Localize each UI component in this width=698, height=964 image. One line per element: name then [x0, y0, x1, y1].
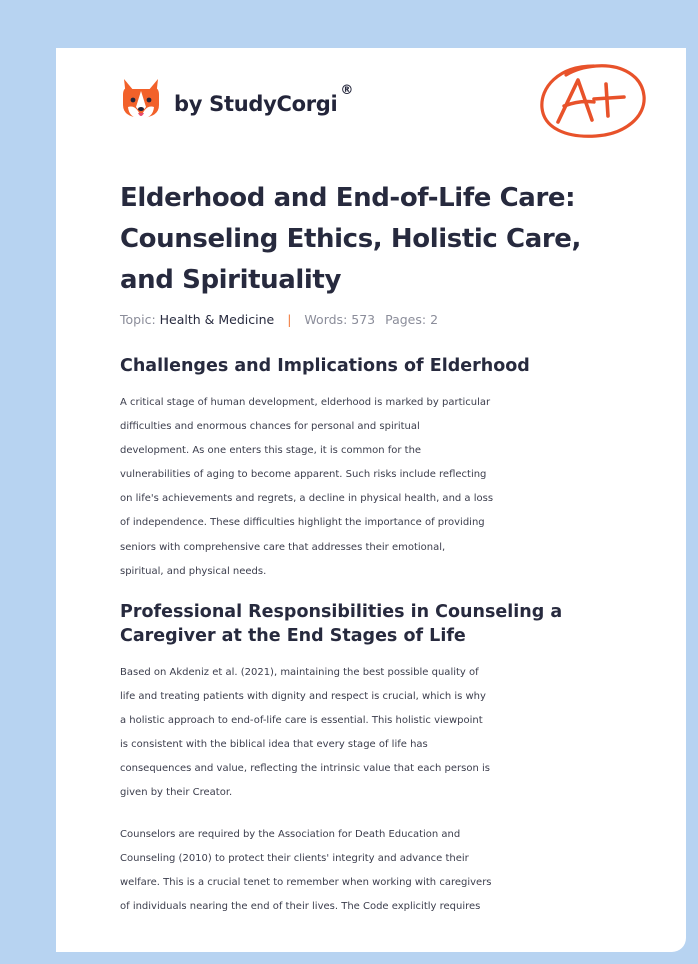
text-line: spiritual, and physical needs.	[120, 565, 267, 577]
grade-badge-text	[648, 60, 649, 61]
corgi-logo-icon	[120, 77, 162, 123]
section-heading	[120, 600, 590, 648]
text-line: given by their Creator.	[120, 787, 233, 799]
topic-label: Topic:	[120, 312, 156, 327]
text-line: seniors with comprehensive care that addresses their emotional,	[120, 541, 446, 553]
text-line: of independence. These difficulties highlight the importance of providing	[120, 517, 485, 529]
document-title	[120, 178, 640, 301]
text-line: welfare. This is a crucial tenet to remember when working with caregivers	[120, 877, 492, 889]
heading-line: Caregiver at the End Stages of Life	[120, 626, 466, 646]
text-line: is consistent with the biblical idea that every stage of life has	[120, 739, 428, 751]
text-line: Counselors are required by the Association for Death Education and	[120, 829, 461, 840]
topic-link[interactable]: Health & Medicine	[159, 312, 275, 327]
document-meta	[120, 312, 438, 327]
meta-separator: |	[287, 312, 292, 327]
text-line: difficulties and enormous chances for personal and spiritual	[120, 421, 420, 433]
text-line: A critical stage of human development, elderhood is marked by particular	[120, 397, 491, 408]
text-line: Based on Akdeniz et al. (2021), maintaining the best possible quality of	[120, 667, 479, 678]
text-line: Counseling (2010) to protect their clients' integrity and advance their	[120, 853, 469, 865]
title-line: and Spirituality	[120, 265, 341, 295]
words-label: Words:	[304, 312, 348, 327]
paragraph	[120, 391, 640, 584]
studycorgi-logo[interactable]	[120, 75, 353, 125]
a-plus-grade-icon	[536, 60, 648, 140]
heading-line: Professional Responsibilities in Counseling a	[120, 602, 563, 622]
text-line: development. As one enters this stage, it is common for the	[120, 445, 422, 457]
text-line: life and treating patients with dignity and respect is crucial, which is why	[120, 691, 486, 703]
title-line: Elderhood and End-of-Life Care:	[120, 183, 576, 213]
text-line: consequences and value, reflecting the intrinsic value that each person is	[120, 763, 490, 775]
text-line: on life's achievements and regrets, a decline in physical health, and a loss	[120, 493, 494, 505]
pages-count: 2	[430, 312, 439, 327]
registered-mark: ®	[340, 82, 354, 98]
title-line: Counseling Ethics, Holistic Care,	[120, 224, 581, 254]
document-card	[56, 48, 686, 952]
grade-badge	[536, 60, 648, 140]
words-count: 573	[351, 312, 376, 327]
brand-name: by StudyCorgi	[174, 92, 338, 116]
paragraph	[120, 823, 640, 919]
heading-line: Challenges and Implications of Elderhood	[120, 356, 530, 376]
pages-label: Pages:	[385, 312, 427, 327]
text-line: of individuals nearing the end of their lives. The Code explicitly requires	[120, 901, 481, 913]
paragraph	[120, 661, 640, 806]
section-heading	[120, 354, 590, 378]
text-line: vulnerabilities of aging to become apparent. Such risks include reflecting	[120, 469, 487, 481]
text-line: a holistic approach to end-of-life care is essential. This holistic viewpoint	[120, 715, 483, 727]
